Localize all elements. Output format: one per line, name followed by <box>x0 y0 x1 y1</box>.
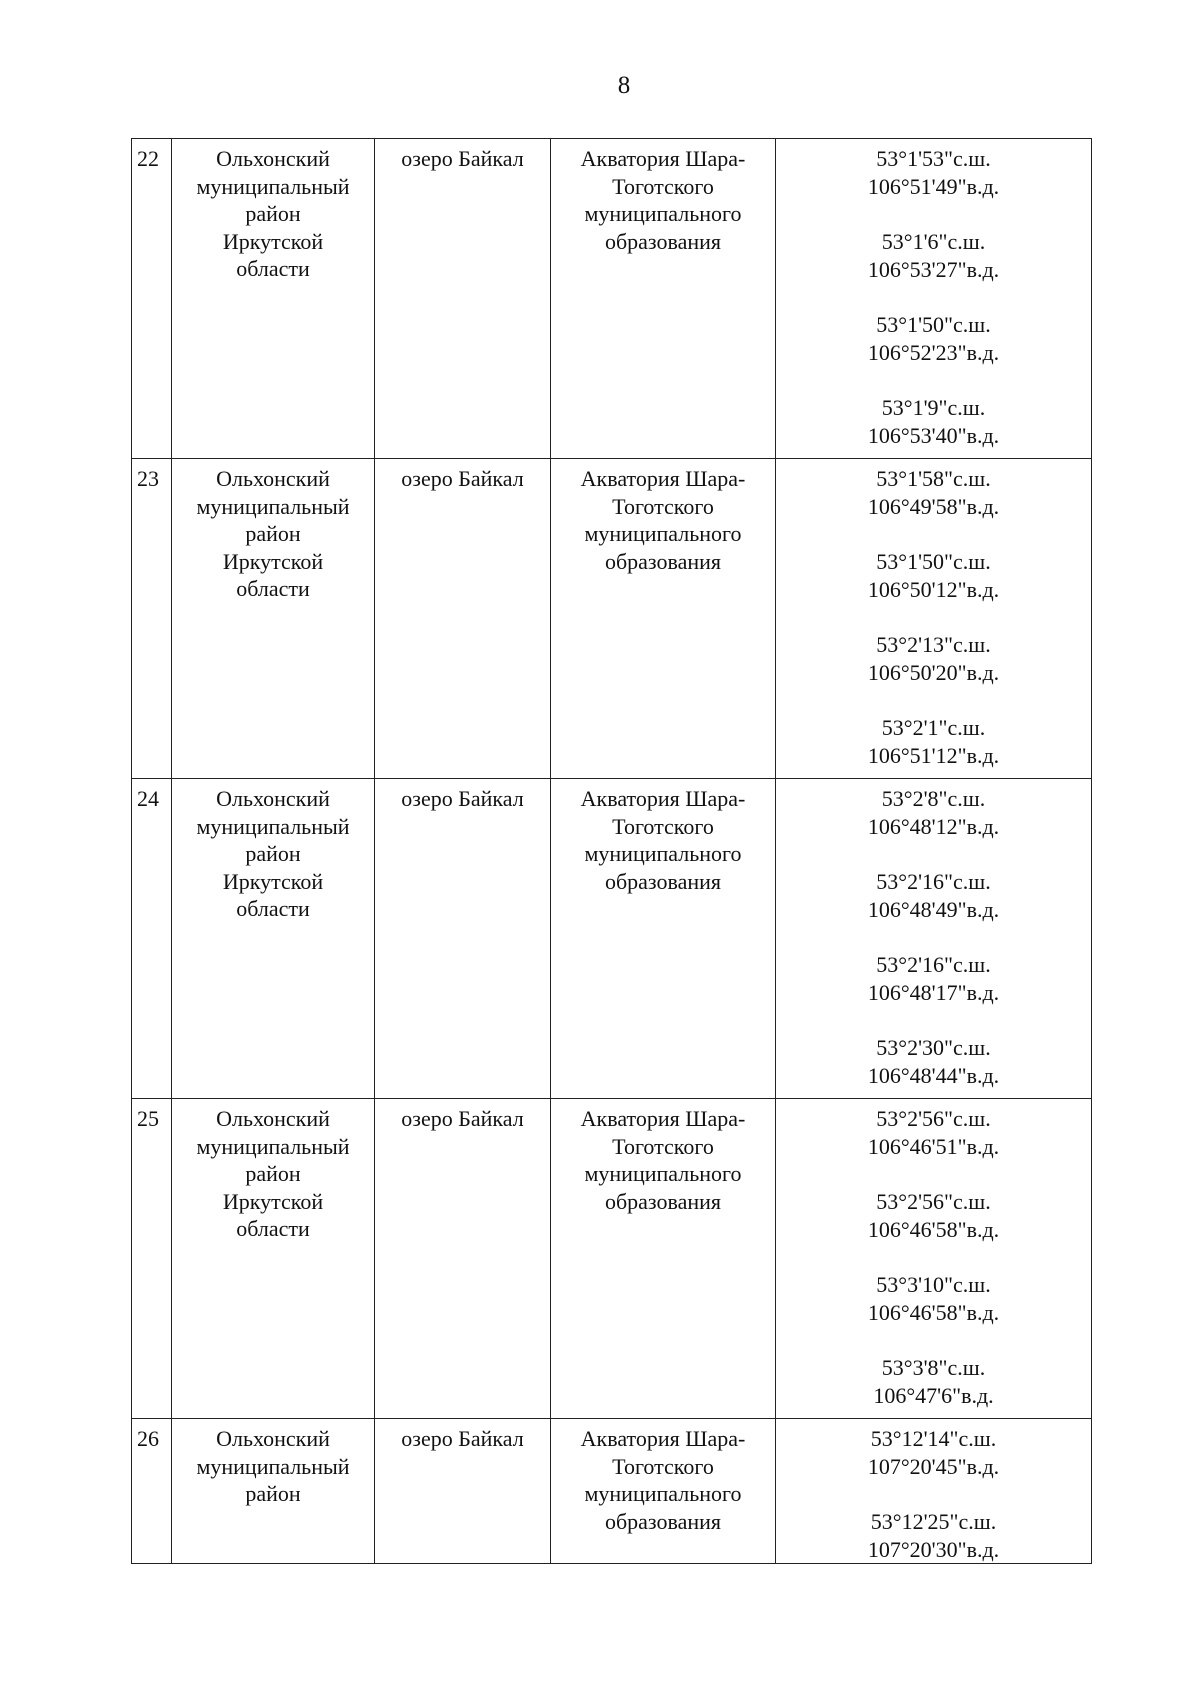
area-line: образования <box>604 228 722 254</box>
longitude: 106°46'58"в.д. <box>867 1299 1000 1325</box>
district-line: области <box>236 576 310 601</box>
coordinates-table <box>131 138 1092 1564</box>
district-line: Ольхонский <box>216 146 330 171</box>
coordinate-point <box>780 1105 1087 1160</box>
district-line: Ольхонский <box>216 786 330 811</box>
district-line: Иркутской <box>222 868 324 894</box>
row-number: 25 <box>132 1099 172 1419</box>
district-line: области <box>236 256 310 281</box>
latitude: 53°1'50"с.ш. <box>876 549 991 574</box>
longitude: 106°52'23"в.д. <box>867 339 1000 365</box>
area-line: образования <box>604 868 722 894</box>
table-row <box>132 1419 1092 1564</box>
coordinates-cell <box>776 139 1092 459</box>
district-cell <box>172 459 375 779</box>
coordinate-point <box>780 228 1087 283</box>
area-cell <box>551 1419 776 1564</box>
water-object-cell: озеро Байкал <box>375 1419 551 1564</box>
area-line: образования <box>604 1188 722 1214</box>
latitude: 53°2'16"с.ш. <box>876 869 991 894</box>
district-line: муниципальный <box>196 813 350 839</box>
area-line: Акватория Шара- <box>580 786 746 811</box>
coordinate-point <box>780 465 1087 520</box>
district-line: муниципальный <box>196 493 350 519</box>
district-line: области <box>236 896 310 921</box>
coordinate-point <box>780 631 1087 686</box>
district-cell <box>172 139 375 459</box>
district-line: Ольхонский <box>216 1426 330 1451</box>
coordinates-cell <box>776 1099 1092 1419</box>
longitude: 106°50'20"в.д. <box>867 659 1000 685</box>
row-number: 23 <box>132 459 172 779</box>
coordinate-point <box>780 714 1087 769</box>
area-line: Тоготского <box>612 1133 714 1159</box>
district-line: район <box>245 521 301 546</box>
coordinate-point <box>780 1508 1087 1563</box>
coordinate-point <box>780 1271 1087 1326</box>
latitude: 53°12'25"с.ш. <box>870 1509 997 1534</box>
latitude: 53°2'30"с.ш. <box>876 1035 991 1060</box>
latitude: 53°3'10"с.ш. <box>876 1272 991 1297</box>
coordinate-point <box>780 785 1087 840</box>
area-line: муниципального <box>584 201 742 226</box>
area-line: муниципального <box>584 1481 742 1506</box>
longitude: 106°51'12"в.д. <box>867 742 1000 768</box>
coordinate-point <box>780 1354 1087 1409</box>
district-line: муниципальный <box>196 173 350 199</box>
longitude: 106°48'49"в.д. <box>867 896 1000 922</box>
area-line: Тоготского <box>612 1453 714 1479</box>
latitude: 53°2'13"с.ш. <box>876 632 991 657</box>
longitude: 106°48'12"в.д. <box>867 813 1000 839</box>
coordinate-point <box>780 868 1087 923</box>
row-number: 26 <box>132 1419 172 1564</box>
district-line: муниципальный <box>196 1453 350 1479</box>
longitude: 107°20'45"в.д. <box>867 1453 1000 1479</box>
district-line: Ольхонский <box>216 1106 330 1131</box>
longitude: 106°48'17"в.д. <box>867 979 1000 1005</box>
water-object-cell: озеро Байкал <box>375 779 551 1099</box>
district-line: Ольхонский <box>216 466 330 491</box>
longitude: 106°53'40"в.д. <box>867 422 1000 448</box>
row-number: 22 <box>132 139 172 459</box>
page-number: 8 <box>617 72 631 99</box>
coordinate-point <box>780 548 1087 603</box>
coordinate-point <box>780 1188 1087 1243</box>
coordinates-cell <box>776 779 1092 1099</box>
district-line: район <box>245 201 301 226</box>
area-cell <box>551 1099 776 1419</box>
district-line: Иркутской <box>222 1188 324 1214</box>
area-line: Тоготского <box>612 813 714 839</box>
latitude: 53°2'56"с.ш. <box>876 1106 991 1131</box>
district-line: муниципальный <box>196 1133 350 1159</box>
longitude: 106°53'27"в.д. <box>867 256 1000 282</box>
coordinate-point <box>780 145 1087 200</box>
latitude: 53°1'9"с.ш. <box>881 395 986 420</box>
latitude: 53°2'1"с.ш. <box>881 715 986 740</box>
coordinate-point <box>780 1034 1087 1089</box>
area-line: Акватория Шара- <box>580 146 746 171</box>
longitude: 106°48'44"в.д. <box>867 1062 1000 1088</box>
latitude: 53°2'56"с.ш. <box>876 1189 991 1214</box>
district-cell <box>172 1419 375 1564</box>
latitude: 53°12'14"с.ш. <box>870 1426 997 1451</box>
table-row <box>132 1099 1092 1419</box>
area-cell <box>551 459 776 779</box>
area-line: образования <box>604 548 722 574</box>
coordinate-point <box>780 951 1087 1006</box>
latitude: 53°1'6"с.ш. <box>881 229 986 254</box>
latitude: 53°1'50"с.ш. <box>876 312 991 337</box>
water-object-cell: озеро Байкал <box>375 459 551 779</box>
district-line: Иркутской <box>222 548 324 574</box>
coordinate-point <box>780 1425 1087 1480</box>
longitude: 106°46'58"в.д. <box>867 1216 1000 1242</box>
area-line: Акватория Шара- <box>580 1426 746 1451</box>
district-line: район <box>245 841 301 866</box>
latitude: 53°1'58"с.ш. <box>876 466 991 491</box>
table-row <box>132 459 1092 779</box>
district-cell <box>172 1099 375 1419</box>
district-line: район <box>245 1161 301 1186</box>
water-object-cell: озеро Байкал <box>375 1099 551 1419</box>
coordinate-point <box>780 394 1087 449</box>
longitude: 106°46'51"в.д. <box>867 1133 1000 1159</box>
longitude: 107°20'30"в.д. <box>867 1536 1000 1562</box>
table-row <box>132 779 1092 1099</box>
latitude: 53°2'16"с.ш. <box>876 952 991 977</box>
district-cell <box>172 779 375 1099</box>
row-number: 24 <box>132 779 172 1099</box>
longitude: 106°50'12"в.д. <box>867 576 1000 602</box>
area-line: муниципального <box>584 841 742 866</box>
table-row <box>132 139 1092 459</box>
latitude: 53°2'8"с.ш. <box>881 786 986 811</box>
longitude: 106°49'58"в.д. <box>867 493 1000 519</box>
area-line: Акватория Шара- <box>580 1106 746 1131</box>
area-cell <box>551 139 776 459</box>
latitude: 53°3'8"с.ш. <box>881 1355 986 1380</box>
table-body <box>132 139 1092 1564</box>
area-line: муниципального <box>584 1161 742 1186</box>
district-line: район <box>245 1481 301 1506</box>
area-line: Тоготского <box>612 173 714 199</box>
area-cell <box>551 779 776 1099</box>
area-line: образования <box>604 1508 722 1534</box>
district-line: области <box>236 1216 310 1241</box>
area-line: муниципального <box>584 521 742 546</box>
district-line: Иркутской <box>222 228 324 254</box>
longitude: 106°51'49"в.д. <box>867 173 1000 199</box>
coordinate-point <box>780 311 1087 366</box>
water-object-cell: озеро Байкал <box>375 139 551 459</box>
coordinates-cell <box>776 1419 1092 1564</box>
area-line: Тоготского <box>612 493 714 519</box>
area-line: Акватория Шара- <box>580 466 746 491</box>
coordinates-cell <box>776 459 1092 779</box>
longitude: 106°47'6"в.д. <box>873 1382 994 1408</box>
latitude: 53°1'53"с.ш. <box>876 146 991 171</box>
